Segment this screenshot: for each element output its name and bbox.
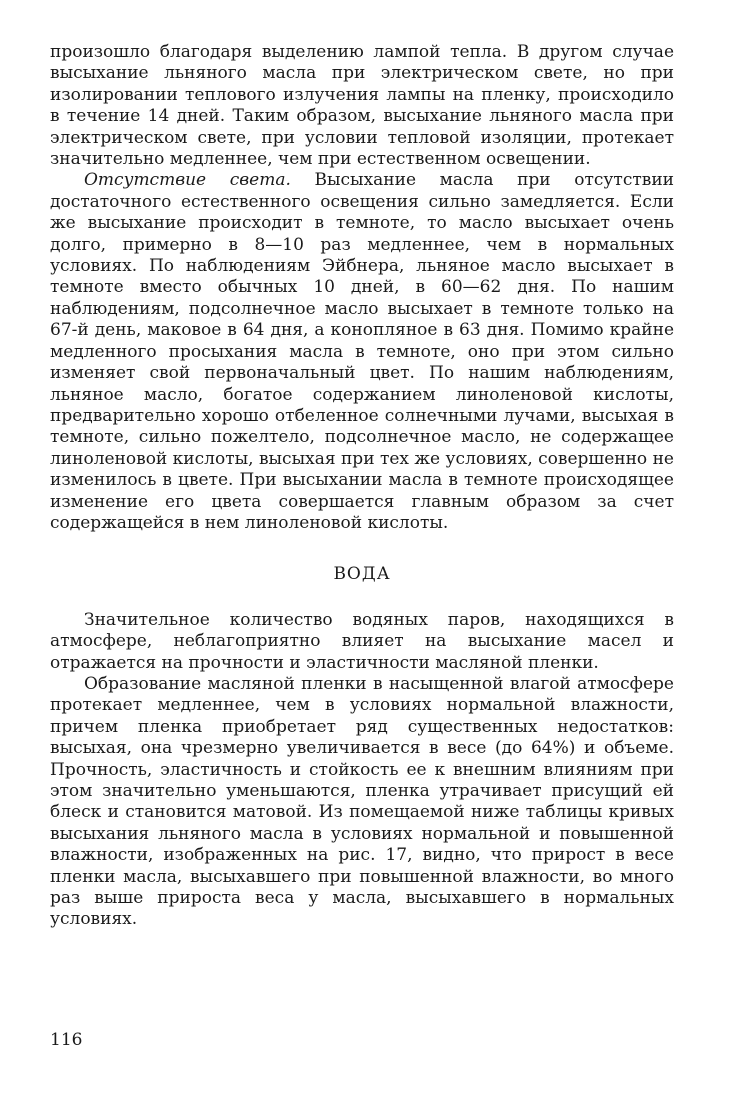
paragraph-lead-absence-of-light: Отсутствие света.: [84, 170, 291, 191]
paragraph-absence-of-light: [50, 170, 674, 534]
paragraph-1-text: произошло благодаря выделению лампой тепла. В другом случае высыхание льняного масла при электрическом свете, но при изолировании теплового излучения лампы на пленку, происходило в течение 14 дней. Таким образом, высыхание льняного масла при электрическом свете, при условии тепловой изоляции, протекает значительно медленнее, чем при естественном освещении.: [50, 42, 674, 170]
paragraph-water-2: Образование масляной пленки в насыщенной влагой атмосфере протекает медленнее, чем в условиях нормальной влажности, причем пленка приобретает ряд существенных недостатков: высыхая, она чрезмерно увеличивается в весе (до 64%) и объеме. Прочность, эластичность и стойкость ее к внешним влияниям при этом значительно уменьшаются, пленка утрачивает присущий ей блеск и становится матовой. Из помещаемой ниже таблицы кривых высыхания льняного масла в условиях нормальной и повышенной влажности, изображенных на рис. 17, видно, что прирост в весе пленки масла, высыхавшего при повышенной влажности, во много раз выше прироста веса у масла, высыхавшего в нормальных условиях.: [50, 673, 674, 930]
section-title-water: ВОДА: [333, 564, 391, 585]
paragraph-2-text: Высыхание масла при отсутствии достаточного естественного освещения сильно замедляется. Если же высыхание происходит в темноте, то масло высыхает очень долго, примерно в 8—10 раз медленнее, чем в нормальных условиях. По наблюдениям Эйбнера, льняное масло высыхает в темноте вместо обычных 10 дней, в 60—62 дня. По нашим наблюдениям, подсолнечное масло высыхает в темноте только на 67-й день, маковое в 64 дня, а конопляное в 63 дня. Помимо крайне медленного просыхания масла в темноте, оно при этом сильно изменяет свой первоначальный цвет. По нашим наблюдениям, льняное масло, богатое содержанием линоленовой кислоты, предварительно хорошо отбеленное солнечными лучами, высыхая в темноте, сильно пожелтело, подсолнечное масло, не содержащее линоленовой кислоты, высыхая при тех же условиях, совершенно не изменилось в цвете. При высыхании масла в темноте происходящее изменение его цвета совершается главным образом за счет содержащейся в нем линоленовой кислоты.: [50, 170, 674, 533]
page-number: 116: [50, 1030, 83, 1050]
paragraph-water-1: Значительное количество водяных паров, находящихся в атмосфере, неблагоприятно влияет на высыхание масел и отражается на прочности и эластичности масляной пленки.: [50, 609, 674, 673]
page-body: [50, 42, 674, 931]
paragraph-1: [50, 42, 674, 170]
